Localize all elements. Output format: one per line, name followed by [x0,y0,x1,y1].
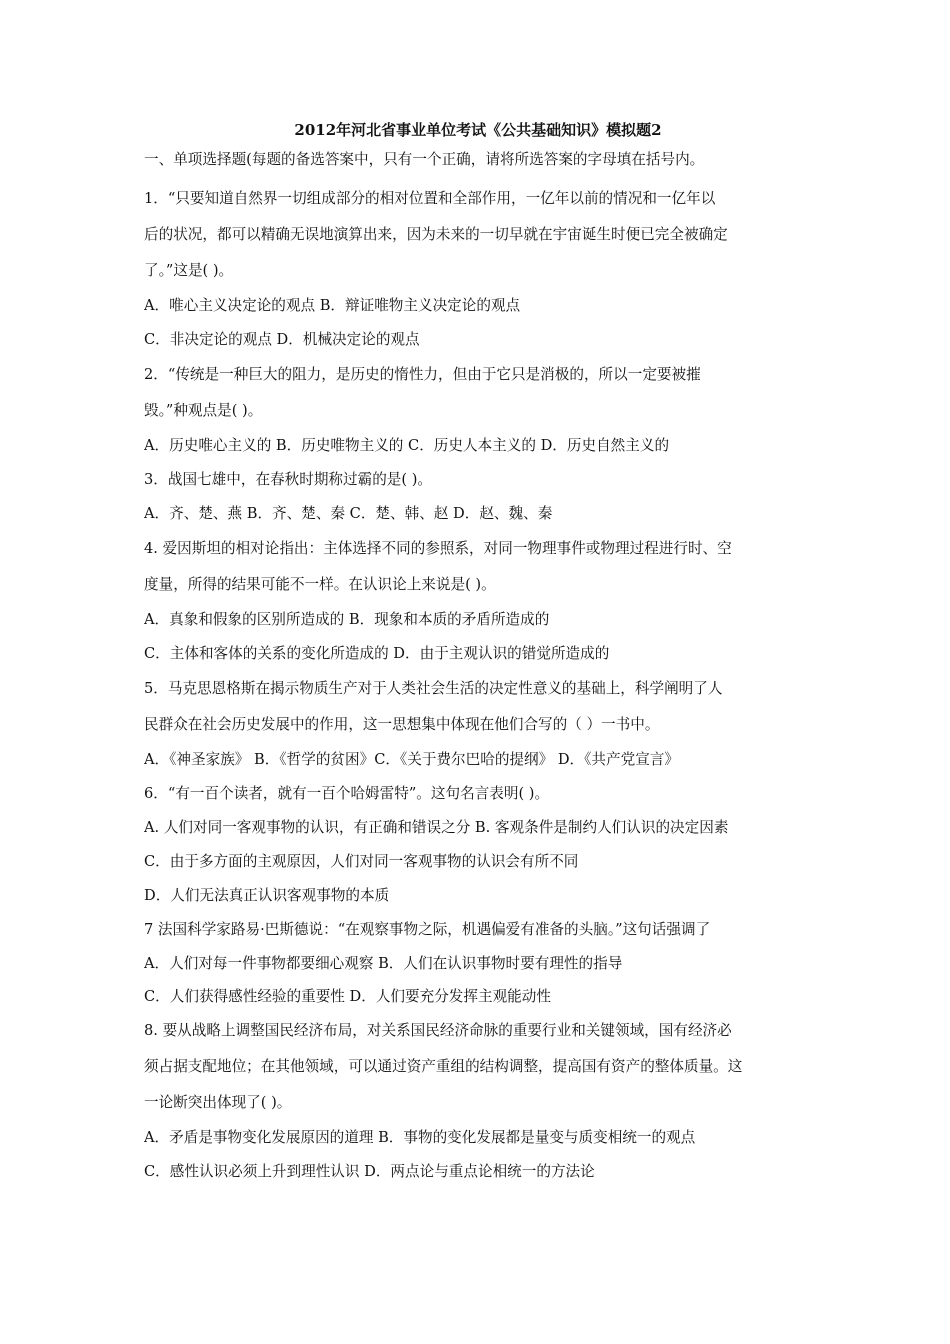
document-title: 2012年河北省事业单位考试《公共基础知识》模拟题2 [294,121,662,139]
question-6-line-1: 6．“有一百个读者，就有一百个哈姆雷特”。这句名言表明( )。 [144,785,550,802]
question-8-line-1: 8. 要从战略上调整国民经济布局，对关系国民经济命脉的重要行业和关键领域，国有经济必 [144,1022,732,1039]
question-8-options-ab: A．矛盾是事物变化发展原因的道理 B．事物的变化发展都是量变与质变相统一的观点 [144,1129,696,1146]
question-7-options-ab: A．人们对每一件事物都要细心观察 B．人们在认识事物时要有理性的指导 [144,955,623,972]
question-3-line-1: 3．战国七雄中，在春秋时期称过霸的是( )。 [144,471,433,488]
question-1-line-2: 后的状况，都可以精确无误地演算出来，因为未来的一切早就在宇宙诞生时便已完全被确定 [144,226,728,243]
question-3-options: A．齐、楚、燕 B．齐、楚、秦 C．楚、韩、赵 D．赵、魏、秦 [144,505,553,522]
question-6-options-ab: A. 人们对同一客观事物的认识，有正确和错误之分 B. 客观条件是制约人们认识的决定因素 [144,819,729,836]
question-4-options-ab: A．真象和假象的区别所造成的 B．现象和本质的矛盾所造成的 [144,611,550,628]
section-heading: 一、单项选择题(每题的备选答案中，只有一个正确，请将所选答案的字母填在括号内。 [144,151,705,168]
question-8-line-2: 须占据支配地位；在其他领域，可以通过资产重组的结构调整，提高国有资产的整体质量。这 [144,1058,743,1075]
question-4-line-2: 度量，所得的结果可能不一样。在认识论上来说是( )。 [144,576,496,593]
question-6-option-c: C．由于多方面的主观原因，人们对同一客观事物的认识会有所不同 [144,853,579,870]
question-8-options-cd: C．感性认识必须上升到理性认识 D．两点论与重点论相统一的方法论 [144,1163,595,1180]
question-6-option-d: D．人们无法真正认识客观事物的本质 [144,887,390,904]
question-1-options-ab: A．唯心主义决定论的观点 B．辩证唯物主义决定论的观点 [144,297,521,314]
question-4-options-cd: C．主体和客体的关系的变化所造成的 D．由于主观认识的错觉所造成的 [144,645,610,662]
question-2-line-1: 2．“传统是一种巨大的阻力，是历史的惰性力，但由于它只是消极的，所以一定要被摧 [144,366,701,383]
question-5-line-1: 5．马克思恩格斯在揭示物质生产对于人类社会生活的决定性意义的基础上，科学阐明了人 [144,680,723,697]
question-5-line-2: 民群众在社会历史发展中的作用，这一思想集中体现在他们合写的（ ）一书中。 [144,716,660,733]
document-page [144,118,812,1189]
question-1-options-cd: C．非决定论的观点 D．机械决定论的观点 [144,331,420,348]
question-5-options: A．《神圣家族》 B．《哲学的贫困》C．《关于费尔巴哈的提纲》 D．《共产党宣言》 [144,751,679,768]
question-1-line-1: 1．“只要知道自然界一切组成部分的相对位置和全部作用，一亿年以前的情况和一亿年以 [144,190,716,207]
question-2-options: A．历史唯心主义的 B．历史唯物主义的 C．历史人本主义的 D．历史自然主义的 [144,437,670,454]
question-7-options-cd: C．人们获得感性经验的重要性 D．人们要充分发挥主观能动性 [144,988,551,1005]
question-7-line-1: 7 法国科学家路易·巴斯德说：“在观察事物之际，机遇偏爱有准备的头脑。”这句话强调了 [144,921,711,938]
question-2-line-2: 毁。”种观点是( )。 [144,402,263,419]
question-1-line-3: 了。”这是( )。 [144,262,234,279]
question-4-line-1: 4. 爱因斯坦的相对论指出：主体选择不同的参照系，对同一物理事件或物理过程进行时、空 [144,540,732,557]
question-8-line-3: 一论断突出体现了( )。 [144,1094,292,1111]
